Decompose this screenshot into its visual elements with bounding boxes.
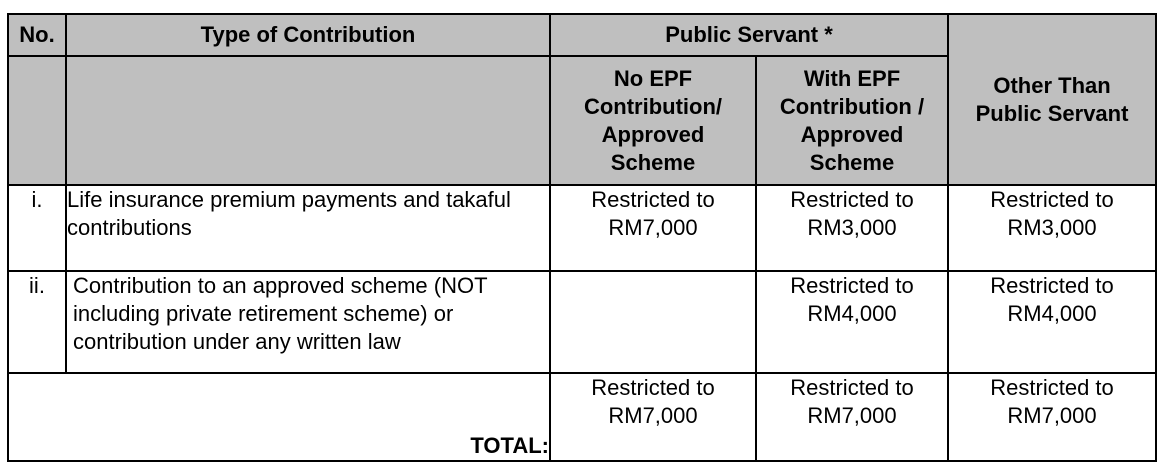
row-type: Life insurance premium payments and takaful contributions: [66, 185, 550, 271]
row-with-epf-value-text: Restricted to RM4,000: [790, 273, 914, 326]
total-label: TOTAL:: [8, 373, 550, 461]
header-type-of-contribution: Type of Contribution: [66, 14, 550, 56]
header-other-than-public-servant: [948, 14, 1156, 185]
total-other-value-text: Restricted to RM7,000: [990, 375, 1114, 428]
row-number: ii.: [8, 271, 66, 373]
header-no-epf: [550, 56, 756, 185]
row-with-epf-value-text: Restricted to RM3,000: [790, 187, 914, 240]
total-no-epf-value-text: Restricted to RM7,000: [591, 375, 715, 428]
total-with-epf-value-text: Restricted to RM7,000: [790, 375, 914, 428]
header-with-epf-text: With EPF Contribution / Approved Scheme: [779, 65, 925, 175]
row-no-epf-value: [550, 271, 756, 373]
total-no-epf-value: [550, 373, 756, 461]
row-other-value: [948, 185, 1156, 271]
row-no-epf-value: [550, 185, 756, 271]
header-type-blank: [66, 56, 550, 185]
header-public-servant: Public Servant *: [550, 14, 948, 56]
header-no: No.: [8, 14, 66, 56]
table-row: [8, 185, 1156, 271]
row-with-epf-value: [756, 185, 948, 271]
row-type: Contribution to an approved scheme (NOT including private retirement scheme) or contribution under any written law: [66, 271, 550, 373]
row-no-epf-value-text: Restricted to RM7,000: [591, 187, 715, 240]
header-row-top: [8, 14, 1156, 56]
header-no-epf-text: No EPF Contribution/ Approved Scheme: [583, 65, 723, 175]
header-with-epf: [756, 56, 948, 185]
row-number: i.: [8, 185, 66, 271]
row-other-value-text: Restricted to RM4,000: [990, 273, 1114, 326]
header-other-than-public-servant-text: Other Than Public Servant: [975, 72, 1129, 126]
contribution-table: [7, 13, 1157, 462]
table-row: [8, 271, 1156, 373]
total-row: [8, 373, 1156, 461]
header-no-blank: [8, 56, 66, 185]
total-with-epf-value: [756, 373, 948, 461]
row-with-epf-value: [756, 271, 948, 373]
row-other-value-text: Restricted to RM3,000: [990, 187, 1114, 240]
total-other-value: [948, 373, 1156, 461]
row-other-value: [948, 271, 1156, 373]
